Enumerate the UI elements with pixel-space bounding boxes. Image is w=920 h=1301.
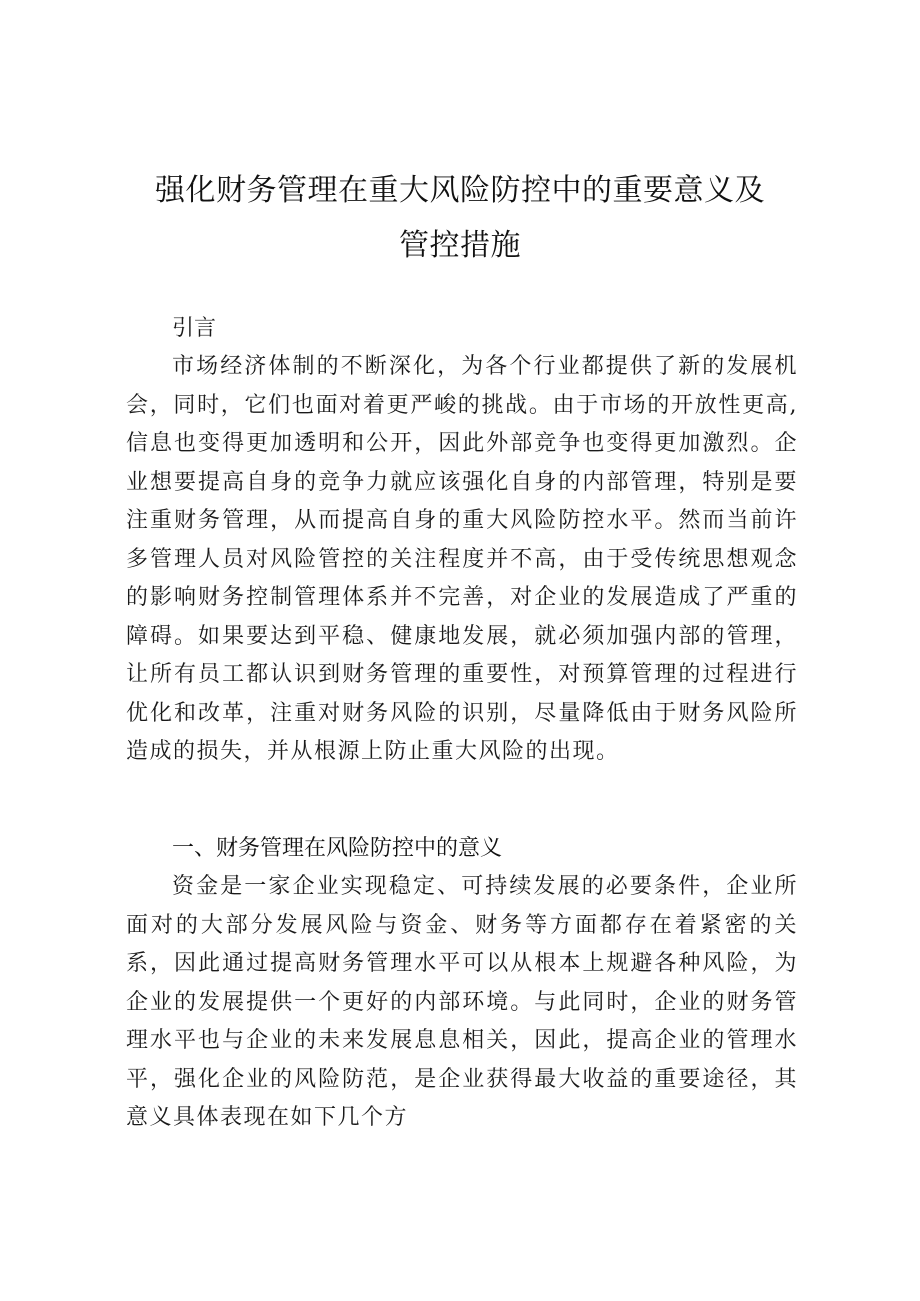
intro-label: 引言: [172, 316, 217, 341]
section-1-paragraph: 资金是一家企业实现稳定、可持续发展的必要条件，企业所面对的大部分发展风险与资金、财务等方面都存在着紧密的关系，因此通过提高财务管理水平可以从根本上规避各种风险，为企业的发展提供一个更好的内部环境。与此同时，企业的财务管理水平也与企业的未来发展息息相关，因此，提高企业的管理水平，强化企业的风险防范，是企业获得最大收益的重要途径，其意义具体表现在如下几个方: [126, 874, 798, 1130]
title-line-1: 强化财务管理在重大风险防控中的重要意义及: [155, 173, 765, 208]
intro-paragraph: 市场经济体制的不断深化，为各个行业都提供了新的发展机会，同时，它们也面对着更严峻的挑战。由于市场的开放性更高,信息也变得更加透明和公开，因此外部竞争也变得更加激烈。企业想要提高自身的竞争力就应该强化自身的内部管理，特别是要注重财务管理，从而提高自身的重大风险防控水平。然而当前许多管理人员对风险管控的关注程度并不高，由于受传统思想观念的影响财务控制管理体系并不完善，对企业的发展造成了严重的障碍。如果要达到平稳、健康地发展，就必须加强内部的管理，让所有员工都认识到财务管理的重要性，对预算管理的过程进行优化和改革，注重对财务风险的识别，尽量降低由于财务风险所造成的损失，并从根源上防止重大风险的出现。: [126, 354, 798, 764]
section-1-heading: 一、财务管理在风险防控中的意义: [172, 836, 503, 861]
document-title: [110, 163, 810, 273]
title-line-2: 管控措施: [399, 228, 521, 263]
